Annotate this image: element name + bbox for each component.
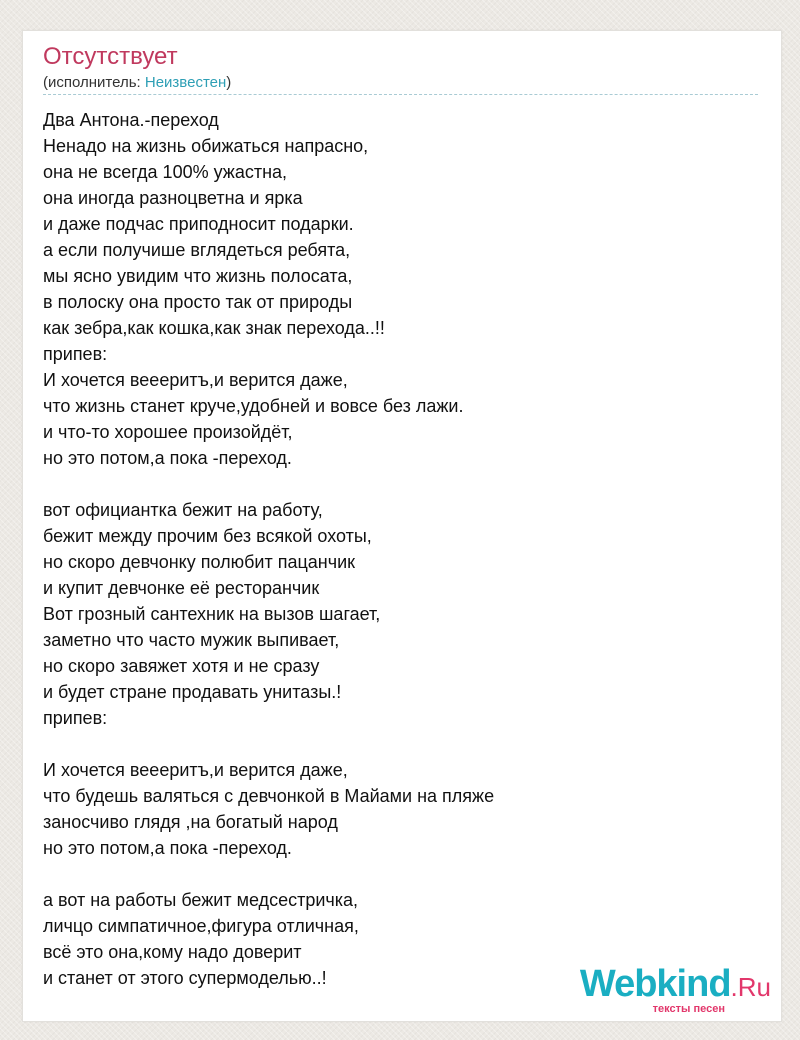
lyric-line: И хочется веееритъ,и верится даже, xyxy=(43,370,348,390)
lyric-line: заносчиво глядя ,на богатый народ xyxy=(43,812,338,832)
lyric-line: вот официантка бежит на работу, xyxy=(43,500,323,520)
lyric-line: И хочется веееритъ,и верится даже, xyxy=(43,760,348,780)
lyric-line: и станет от этого супермоделью..! xyxy=(43,968,327,988)
lyric-line: но это потом,а пока -переход. xyxy=(43,448,292,468)
lyric-line xyxy=(43,471,758,497)
lyric-line: мы ясно увидим что жизнь полосата, xyxy=(43,266,353,286)
lyric-line: припев: xyxy=(43,708,108,728)
lyrics-text xyxy=(43,107,758,991)
lyric-line: а вот на работы бежит медсестричка, xyxy=(43,890,359,910)
lyric-line: и купит девчонке её ресторанчик xyxy=(43,578,320,598)
lyrics-card xyxy=(22,30,782,1022)
lyric-line xyxy=(43,861,758,887)
lyric-line: и будет стране продавать унитазы.! xyxy=(43,682,342,702)
lyric-line: она не всегда 100% ужастна, xyxy=(43,162,288,182)
lyric-line: личцо симпатичное,фигура отличная, xyxy=(43,916,359,936)
lyric-line: всё это она,кому надо доверит xyxy=(43,942,302,962)
song-title: Отсутствует xyxy=(43,43,178,70)
lyric-line: в полоску она просто так от природы xyxy=(43,292,353,312)
webkind-logo xyxy=(580,965,771,1006)
lyric-line: но скоро завяжет хотя и не сразу xyxy=(43,656,320,676)
webkind-brand: Webkind xyxy=(579,963,731,1005)
webkind-tagline: тексты песен xyxy=(652,1003,725,1015)
lyric-line: она иногда разноцветна и ярка xyxy=(43,188,303,208)
title-divider xyxy=(43,94,758,95)
artist-line xyxy=(43,73,231,93)
lyric-line: что жизнь станет круче,удобней и вовсе без лажи. xyxy=(43,396,464,416)
lyric-line: и что-то хорошее произойдёт, xyxy=(43,422,293,442)
webkind-tld: .Ru xyxy=(730,972,771,1002)
lyric-line: но скоро девчонку полюбит пацанчик xyxy=(43,552,356,572)
lyric-line: но это потом,а пока -переход. xyxy=(43,838,292,858)
artist-prefix: (исполнитель: xyxy=(43,74,145,91)
lyric-line xyxy=(43,731,758,757)
lyric-line: Ненадо на жизнь обижаться напрасно, xyxy=(43,136,369,156)
lyric-line: и даже подчас приподносит подарки. xyxy=(43,214,354,234)
lyric-line: бежит между прочим без всякой охоты, xyxy=(43,526,372,546)
lyric-line: что будешь валяться с девчонкой в Майами на пляже xyxy=(43,786,495,806)
artist-link[interactable]: Неизвестен xyxy=(144,74,227,91)
lyric-line: как зебра,как кошка,как знак перехода..!! xyxy=(43,318,385,338)
artist-suffix: ) xyxy=(226,74,232,91)
lyric-line: а если получише вглядеться ребята, xyxy=(43,240,351,260)
lyric-line: заметно что часто мужик выпивает, xyxy=(43,630,340,650)
lyric-line: Вот грозный сантехник на вызов шагает, xyxy=(43,604,381,624)
webkind-watermark xyxy=(580,965,771,1015)
lyric-line: Два Антона.-переход xyxy=(43,110,219,130)
lyric-line: припев: xyxy=(43,344,108,364)
